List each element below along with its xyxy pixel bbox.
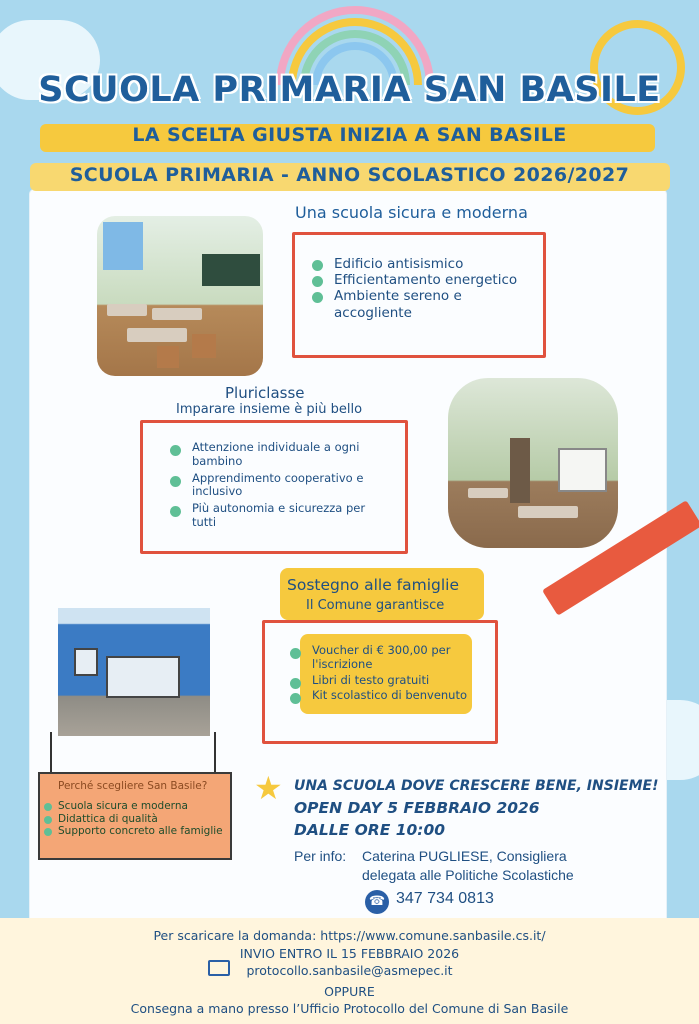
footer-download[interactable]: Per scaricare la domanda: https://www.comune.sanbasile.cs.it/ [153, 928, 546, 943]
chalkboard [202, 254, 260, 286]
pluriclasse-subtitle: Imparare insieme è più bello [176, 402, 363, 417]
door [510, 438, 530, 503]
bullet-icon [170, 445, 181, 456]
list-item: Attenzione individuale a ogni bambino [170, 441, 390, 469]
phone-icon: ☎ [365, 890, 389, 914]
contact-role: delegata alle Politiche Scolastiche [362, 867, 574, 883]
footer-deadline: INVIO ENTRO IL 15 FEBBRAIO 2026 [239, 946, 460, 961]
window [103, 222, 143, 270]
bullet-icon [312, 276, 323, 287]
list-item: Supporto concreto alle famiglie [44, 825, 229, 838]
bullet-icon [312, 260, 323, 271]
why-list [44, 800, 229, 838]
bullet-icon [312, 292, 323, 303]
pluriclasse-list [170, 441, 390, 530]
list-item: Più autonomia e sicurezza per tutti [170, 502, 390, 530]
family-support-list [290, 644, 470, 703]
pluriclasse-title: Pluriclasse [225, 384, 305, 402]
list-item: Apprendimento cooperativo e inclusivo [170, 472, 390, 500]
bullet-icon [170, 506, 181, 517]
desk [468, 488, 508, 498]
list-item: Libri di testo gratuiti [290, 674, 470, 688]
family-support-subtitle: Il Comune garantisce [306, 598, 445, 613]
classroom-photo-2 [448, 378, 618, 548]
list-item: Voucher di € 300,00 per l'iscrizione [290, 644, 470, 672]
whiteboard [558, 448, 607, 492]
list-item: Kit scolastico di benvenuto [290, 689, 470, 703]
desk [152, 308, 202, 320]
school-year: SCUOLA PRIMARIA - ANNO SCOLASTICO 2026/2027 [69, 164, 630, 186]
building-doors [106, 656, 180, 698]
event-slogan: UNA SCUOLA DOVE CRESCERE BENE, INSIEME! [294, 778, 659, 794]
chair [192, 334, 216, 358]
star-icon: ★ [254, 769, 283, 807]
bullet-icon [290, 693, 301, 704]
safe-modern-title: Una scuola sicura e moderna [295, 203, 528, 222]
list-item: Efficientamento energetico [312, 272, 537, 288]
list-item: Scuola sicura e moderna [44, 800, 229, 813]
desk [107, 304, 147, 316]
desk [518, 506, 578, 518]
open-day-time: DALLE ORE 10:00 [294, 821, 446, 839]
bullet-icon [44, 828, 52, 836]
contact-label: Per info: [294, 848, 347, 864]
bullet-icon [290, 678, 301, 689]
open-day: OPEN DAY 5 FEBBRAIO 2026 [294, 799, 540, 817]
bullet-icon [44, 816, 52, 824]
page-title: SCUOLA PRIMARIA SAN BASILE [38, 70, 661, 110]
building-window [74, 648, 98, 676]
contact-phone[interactable]: 347 734 0813 [396, 890, 494, 907]
list-item: Ambiente sereno e accogliente [312, 288, 537, 320]
bullet-icon [290, 648, 301, 659]
footer-delivery: Consegna a mano presso l’Ufficio Protocollo del Comune di San Basile [130, 1001, 569, 1016]
footer-email[interactable]: protocollo.sanbasile@asmepec.it [246, 963, 453, 978]
tagline: LA SCELTA GIUSTA INIZIA A SAN BASILE [132, 124, 567, 146]
why-title: Perché scegliere San Basile? [58, 780, 208, 792]
school-building-photo [58, 608, 210, 736]
list-item: Didattica di qualità [44, 813, 229, 826]
safe-modern-list [312, 256, 537, 321]
family-support-title: Sostegno alle famiglie [287, 576, 460, 594]
classroom-photo [97, 216, 263, 376]
contact-name: Caterina PUGLIESE, Consigliera [362, 848, 567, 864]
footer-or: OPPURE [324, 984, 375, 999]
bullet-icon [44, 803, 52, 811]
chair [157, 346, 179, 368]
bullet-icon [170, 476, 181, 487]
desk [127, 328, 187, 342]
list-item: Edificio antisismico [312, 256, 537, 272]
